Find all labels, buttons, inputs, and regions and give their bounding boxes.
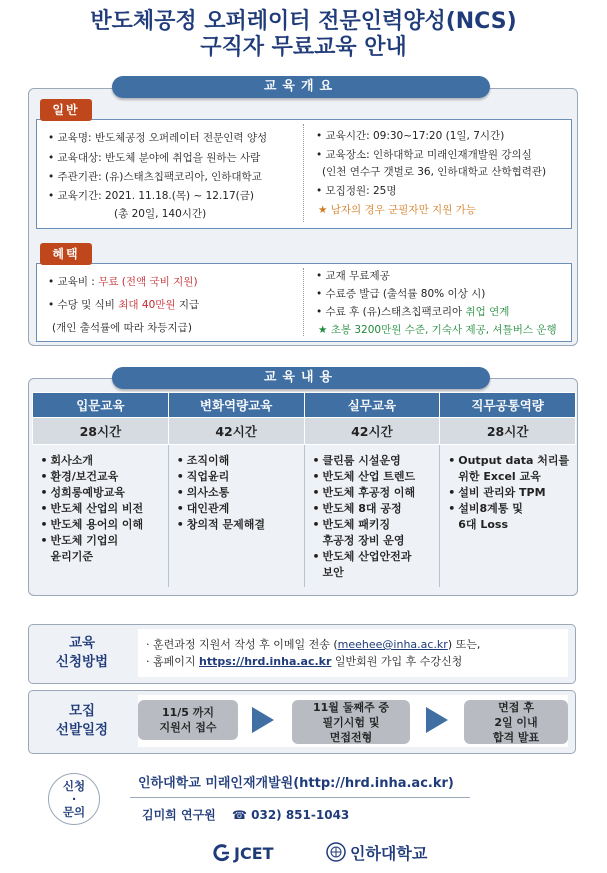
apply-web-line	[146, 655, 462, 669]
schedule-step-text: 11월 둘째주 중	[312, 700, 390, 714]
schedule-step-result	[464, 700, 568, 744]
general-tag: 일반	[40, 99, 92, 121]
benefit-fee-label: • 교육비 :	[48, 276, 99, 288]
bullet-icon: •	[40, 502, 48, 515]
schedule-label-line: 선발일정	[55, 722, 109, 738]
bullet-icon: •	[40, 486, 48, 499]
schedule-step-text: 면접전형	[329, 730, 373, 744]
bullet-icon: •	[312, 470, 320, 483]
schedule-step-text: 면접 후	[498, 700, 534, 714]
contact-phone[interactable]: ☎ 032) 851-1043	[232, 808, 350, 822]
curriculum-column-header: 입문교육	[33, 393, 169, 418]
apply-label-line: 교육	[68, 635, 96, 651]
contact-badge-dot: ·	[71, 791, 77, 806]
jcet-logo-text: JCET	[234, 843, 274, 863]
curriculum-items	[33, 445, 169, 588]
bullet-icon: •	[40, 470, 48, 483]
benefit-tag: 혜택	[40, 243, 92, 265]
schedule-label-line: 모집	[68, 703, 96, 719]
contact-badge-text: 신청	[62, 778, 86, 793]
bullet-icon: •	[40, 518, 48, 531]
benefit-allowance	[48, 298, 199, 312]
contact-person: 김미희 연구원	[142, 808, 216, 822]
bullet-icon: •	[312, 454, 320, 467]
inha-logo	[326, 840, 427, 864]
schedule-step-text: 11/5 까지	[161, 706, 215, 719]
contact-divider	[130, 797, 470, 798]
schedule-step-text: 합격 발표	[492, 730, 540, 744]
benefit-item: • 교재 무료제공	[316, 270, 390, 282]
bullet-icon: •	[312, 518, 320, 531]
curriculum-hours: 42시간	[304, 418, 440, 445]
general-item: • 교육명: 반도체공정 오퍼레이터 전문인력 양성	[48, 132, 268, 144]
contact-badge-text: 문의	[62, 804, 86, 819]
curriculum-item-cont: 후공정 장비 운영	[322, 534, 405, 547]
benefit-employment-value: 취업 연계	[465, 306, 510, 318]
inha-seal-icon	[326, 842, 346, 862]
curriculum-items	[168, 445, 304, 588]
apply-email-prefix: · 훈련과정 지원서 작성 후 이메일 전송 (	[146, 638, 338, 651]
general-divider	[303, 124, 304, 222]
schedule-step-text: 2일 이내	[494, 715, 538, 729]
curriculum-item: • 창의적 문제해결	[176, 518, 265, 531]
contact-badge	[48, 773, 100, 825]
schedule-label	[32, 702, 132, 740]
apply-email-suffix: ) 또는,	[447, 638, 481, 651]
curriculum-hours: 42시간	[168, 418, 304, 445]
schedule-step-exam	[292, 700, 410, 744]
jcet-logo-icon	[212, 844, 232, 862]
curriculum-item: • 반도체 패키징	[312, 518, 391, 531]
apply-label	[32, 634, 132, 672]
bullet-icon: •	[176, 518, 184, 531]
general-item: • 교육기간: 2021. 11.18.(목) ~ 12.17(금)	[48, 190, 254, 202]
curriculum-item: • 반도체 산업안전과	[312, 550, 412, 563]
curriculum-table	[32, 392, 576, 587]
curriculum-item-cont: 보안	[322, 566, 344, 579]
page-title: 반도체공정 오퍼레이터 전문인력양성(NCS)	[90, 9, 517, 34]
curriculum-item-cont: 윤리기준	[50, 550, 94, 563]
curriculum-item: • 설비 관리와 TPM	[448, 486, 546, 499]
schedule-step-text: 필기시험 및	[322, 715, 380, 729]
curriculum-item: • 반도체 산업의 비전	[40, 502, 144, 515]
apply-web-suffix: 일반회원 가입 후 수강신청	[331, 655, 463, 668]
benefit-allowance-value: 최대 40만원	[118, 299, 176, 311]
curriculum-item: • 설비8계통 및	[448, 502, 523, 515]
inha-logo-text: 인하대학교	[350, 843, 428, 863]
curriculum-item: • 반도체 후공정 이해	[312, 486, 416, 499]
curriculum-hours: 28시간	[33, 418, 169, 445]
apply-web-prefix: · 홈페이지	[146, 655, 199, 668]
curriculum-column-header: 실무교육	[304, 393, 440, 418]
curriculum-item: • 클린룸 시설운영	[312, 454, 401, 467]
bullet-icon: •	[448, 486, 456, 499]
general-note: ★ 남자의 경우 군필자만 지원 가능	[318, 204, 476, 216]
overview-header: 교육개요	[112, 76, 490, 98]
bullet-icon: •	[176, 502, 184, 515]
bullet-icon: •	[448, 454, 456, 467]
benefit-allowance-note: (개인 출석률에 따라 차등지급)	[52, 322, 192, 334]
bullet-icon: •	[40, 454, 48, 467]
curriculum-item-cont: 6대 Loss	[458, 518, 509, 531]
apply-web-link[interactable]: https://hrd.inha.ac.kr	[199, 655, 332, 668]
general-item: • 교육장소: 인하대학교 미래인재개발원 강의실	[316, 149, 532, 161]
benefit-employment-note: ★ 초봉 3200만원 수준, 기숙사 제공, 셔틀버스 운행	[318, 324, 557, 336]
benefit-item: • 수료증 발급 (출석률 80% 이상 시)	[316, 288, 486, 300]
curriculum-items	[304, 445, 440, 588]
curriculum-item: • 반도체 기업의	[40, 534, 119, 547]
bullet-icon: •	[176, 486, 184, 499]
arrow-right-icon	[252, 707, 274, 733]
curriculum-item: • 반도체 산업 트렌드	[312, 470, 416, 483]
schedule-step-apply	[138, 700, 238, 740]
apply-label-line: 신청방법	[55, 654, 109, 670]
bullet-icon: •	[312, 486, 320, 499]
curriculum-item: • 반도체 8대 공정	[312, 502, 402, 515]
bullet-icon: •	[176, 470, 184, 483]
jcet-logo	[212, 842, 274, 864]
curriculum-item: • Output data 처리를	[448, 454, 570, 467]
bullet-icon: •	[448, 502, 456, 515]
curriculum-item-cont: 위한 Excel 교육	[458, 470, 541, 483]
curriculum-item: • 직업윤리	[176, 470, 230, 483]
bullet-icon: •	[40, 534, 48, 547]
curriculum-item: • 성희롱예방교육	[40, 486, 125, 499]
curriculum-hours: 28시간	[440, 418, 576, 445]
bullet-icon: •	[176, 454, 184, 467]
general-item: • 교육대상: 반도체 분야에 취업을 원하는 사람	[48, 152, 261, 164]
curriculum-item: • 환경/보건교육	[40, 470, 119, 483]
curriculum-item: • 의사소통	[176, 486, 230, 499]
general-item: • 모집정원: 25명	[316, 185, 397, 197]
page-subtitle: 구직자 무료교육 안내	[200, 35, 407, 60]
general-item: • 교육시간: 09:30~17:20 (1일, 7시간)	[316, 130, 505, 142]
bullet-icon: •	[312, 550, 320, 563]
content-header: 교육내용	[112, 367, 490, 389]
benefit-fee	[48, 275, 198, 289]
benefit-employment	[316, 305, 509, 319]
general-item-cont: (인천 연수구 갯벌로 36, 인하대학교 산학협력관)	[322, 166, 547, 178]
benefit-fee-value: 무료 (전액 국비 지원)	[98, 276, 198, 288]
benefit-allowance-suffix: 지급	[175, 299, 200, 311]
apply-email-link[interactable]: meehee@inha.ac.kr	[337, 638, 448, 651]
benefit-employment-label: • 수료 후 (유)스태츠칩팩코리아	[316, 306, 466, 318]
curriculum-item: • 조직이해	[176, 454, 230, 467]
contact-org[interactable]: 인하대학교 미래인재개발원(http://hrd.inha.ac.kr)	[138, 776, 454, 791]
general-item: • 주관기관: (유)스태츠칩팩코리아, 인하대학교	[48, 171, 262, 183]
curriculum-item: • 대인관계	[176, 502, 230, 515]
general-item-cont: (총 20일, 140시간)	[114, 208, 207, 220]
arrow-right-icon	[426, 707, 448, 733]
schedule-step-text: 지원서 접수	[159, 721, 217, 734]
curriculum-column-header: 변화역량교육	[168, 393, 304, 418]
apply-content	[138, 629, 568, 677]
curriculum-item: • 회사소개	[40, 454, 94, 467]
benefit-divider	[303, 268, 304, 336]
curriculum-item: • 반도체 용어의 이해	[40, 518, 144, 531]
benefit-allowance-label: • 수당 및 식비	[48, 299, 119, 311]
bullet-icon: •	[312, 502, 320, 515]
apply-email-line	[146, 638, 480, 652]
curriculum-items	[440, 445, 576, 588]
curriculum-column-header: 직무공통역량	[440, 393, 576, 418]
